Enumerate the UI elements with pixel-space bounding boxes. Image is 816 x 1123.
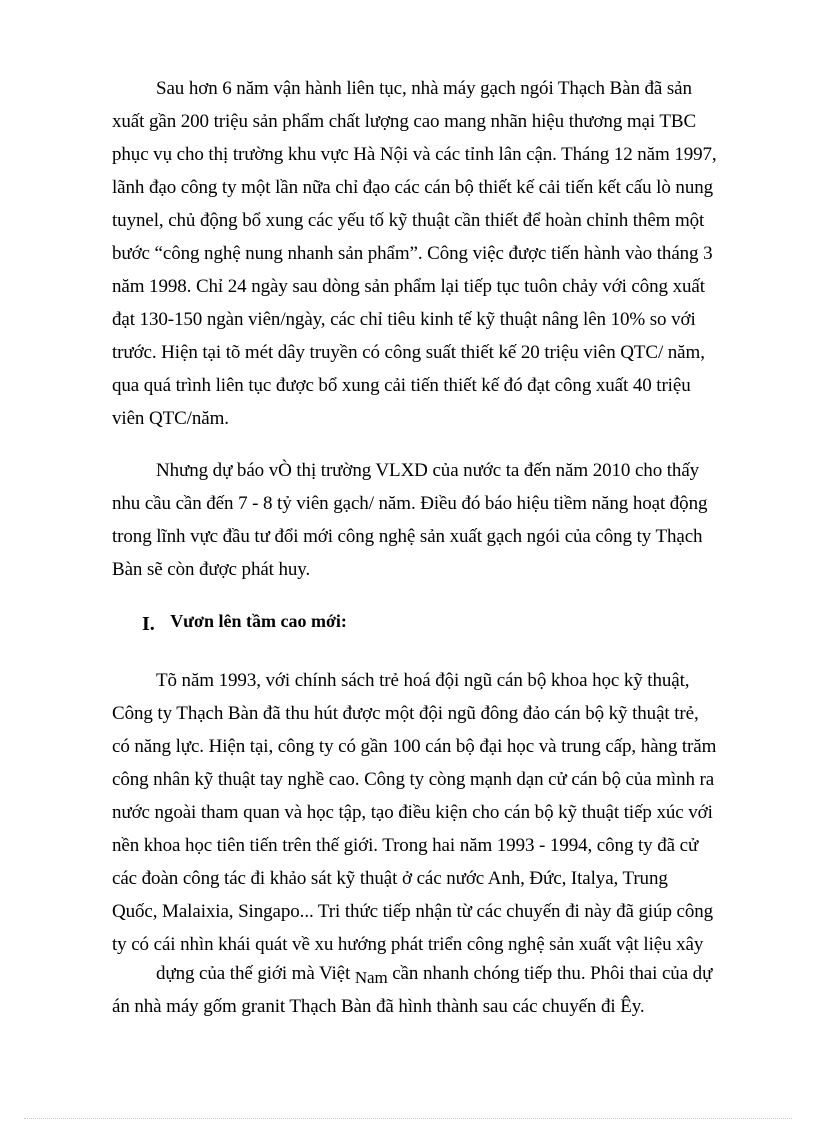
text-line: các đoàn công tác đi khảo sát kỹ thuật ở các nước Anh, Đức, Italya, Trung bbox=[112, 868, 668, 889]
text-line: nền khoa học tiên tiến trên thế giới. Trong hai năm 1993 - 1994, công ty đã cử bbox=[112, 835, 699, 856]
text-line: Công ty Thạch Bàn đã thu hút được một đội ngũ đông đảo cán bộ kỹ thuật trẻ, bbox=[112, 703, 699, 724]
text-line: trước. Hiện tại tõ mét dây truyền có công suất thiết kế 20 triệu viên QTC/ năm, bbox=[112, 342, 705, 363]
text-fragment-raised: Nam bbox=[354, 968, 388, 987]
text-line: đạt 130-150 ngàn viên/ngày, các chỉ tiêu kinh tế kỹ thuật nâng lên 10% so với bbox=[112, 309, 696, 330]
text-line: trong lĩnh vực đầu tư đổi mới công nghệ sản xuất gạch ngói của công ty Thạch bbox=[112, 526, 703, 547]
text-line: công nhân kỹ thuật tay nghề cao. Công ty còng mạnh dạn cử cán bộ của mình ra bbox=[112, 769, 715, 790]
text-line: nước ngoài tham quan và học tập, tạo điều kiện cho cán bộ kỹ thuật tiếp xúc với bbox=[112, 802, 713, 823]
section-heading bbox=[142, 609, 347, 633]
text-fragment: dựng của thế giới mà Việt bbox=[156, 963, 355, 984]
page-bottom-rule bbox=[24, 1118, 792, 1119]
text-line: tuynel, chủ động bổ xung các yếu tố kỹ thuật cần thiết để hoàn chỉnh thêm một bbox=[112, 210, 705, 231]
text-line: lãnh đạo công ty một lần nữa chỉ đạo các cán bộ thiết kế cải tiến kết cấu lò nung bbox=[112, 177, 714, 198]
text-line: có năng lực. Hiện tại, công ty có gần 100 cán bộ đại học và trung cấp, hàng trăm bbox=[112, 736, 717, 757]
heading-title: Vươn lên tầm cao mới: bbox=[170, 611, 347, 631]
text-line: bước “công nghệ nung nhanh sản phẩm”. Công việc được tiến hành vào tháng 3 bbox=[112, 243, 713, 264]
text-line: Quốc, Malaixia, Singapo... Tri thức tiếp nhận từ các chuyến đi này đã giúp công bbox=[112, 901, 714, 922]
text-line: xuất gần 200 triệu sản phẩm chất lượng cao mang nhãn hiệu thương mại TBC bbox=[112, 111, 697, 132]
text-line: ty có cái nhìn khái quát về xu hướng phát triển công nghệ sản xuất vật liệu xây bbox=[112, 934, 704, 955]
text-line: Nhưng dự báo vÒ thị trường VLXD của nước ta đến năm 2010 cho thấy bbox=[156, 460, 700, 481]
text-line: Sau hơn 6 năm vận hành liên tục, nhà máy gạch ngói Thạch Bàn đã sản bbox=[156, 78, 692, 99]
text-line: nhu cầu cần đến 7 - 8 tỷ viên gạch/ năm. Điều đó báo hiệu tiềm năng hoạt động bbox=[112, 493, 708, 514]
text-line: năm 1998. Chỉ 24 ngày sau dòng sản phẩm lại tiếp tục tuôn chảy với công xuất bbox=[112, 276, 705, 297]
text-line: phục vụ cho thị trường khu vực Hà Nội và các tỉnh lân cận. Tháng 12 năm 1997, bbox=[112, 144, 717, 165]
text-line: viên QTC/năm. bbox=[112, 408, 229, 429]
text-line: Tõ năm 1993, với chính sách trẻ hoá đội ngũ cán bộ khoa học kỹ thuật, bbox=[156, 670, 690, 691]
text-line: Bàn sẽ còn được phát huy. bbox=[112, 559, 311, 580]
text-line: qua quá trình liên tục được bổ xung cải tiến thiết kế đó đạt công xuất 40 triệu bbox=[112, 375, 691, 396]
text-line bbox=[156, 962, 712, 986]
text-line: án nhà máy gốm granit Thạch Bàn đã hình thành sau các chuyến đi Êy. bbox=[112, 996, 645, 1017]
text-fragment: cần nhanh chóng tiếp thu. Phôi thai của dự bbox=[387, 963, 713, 984]
heading-number: I. bbox=[142, 613, 155, 635]
